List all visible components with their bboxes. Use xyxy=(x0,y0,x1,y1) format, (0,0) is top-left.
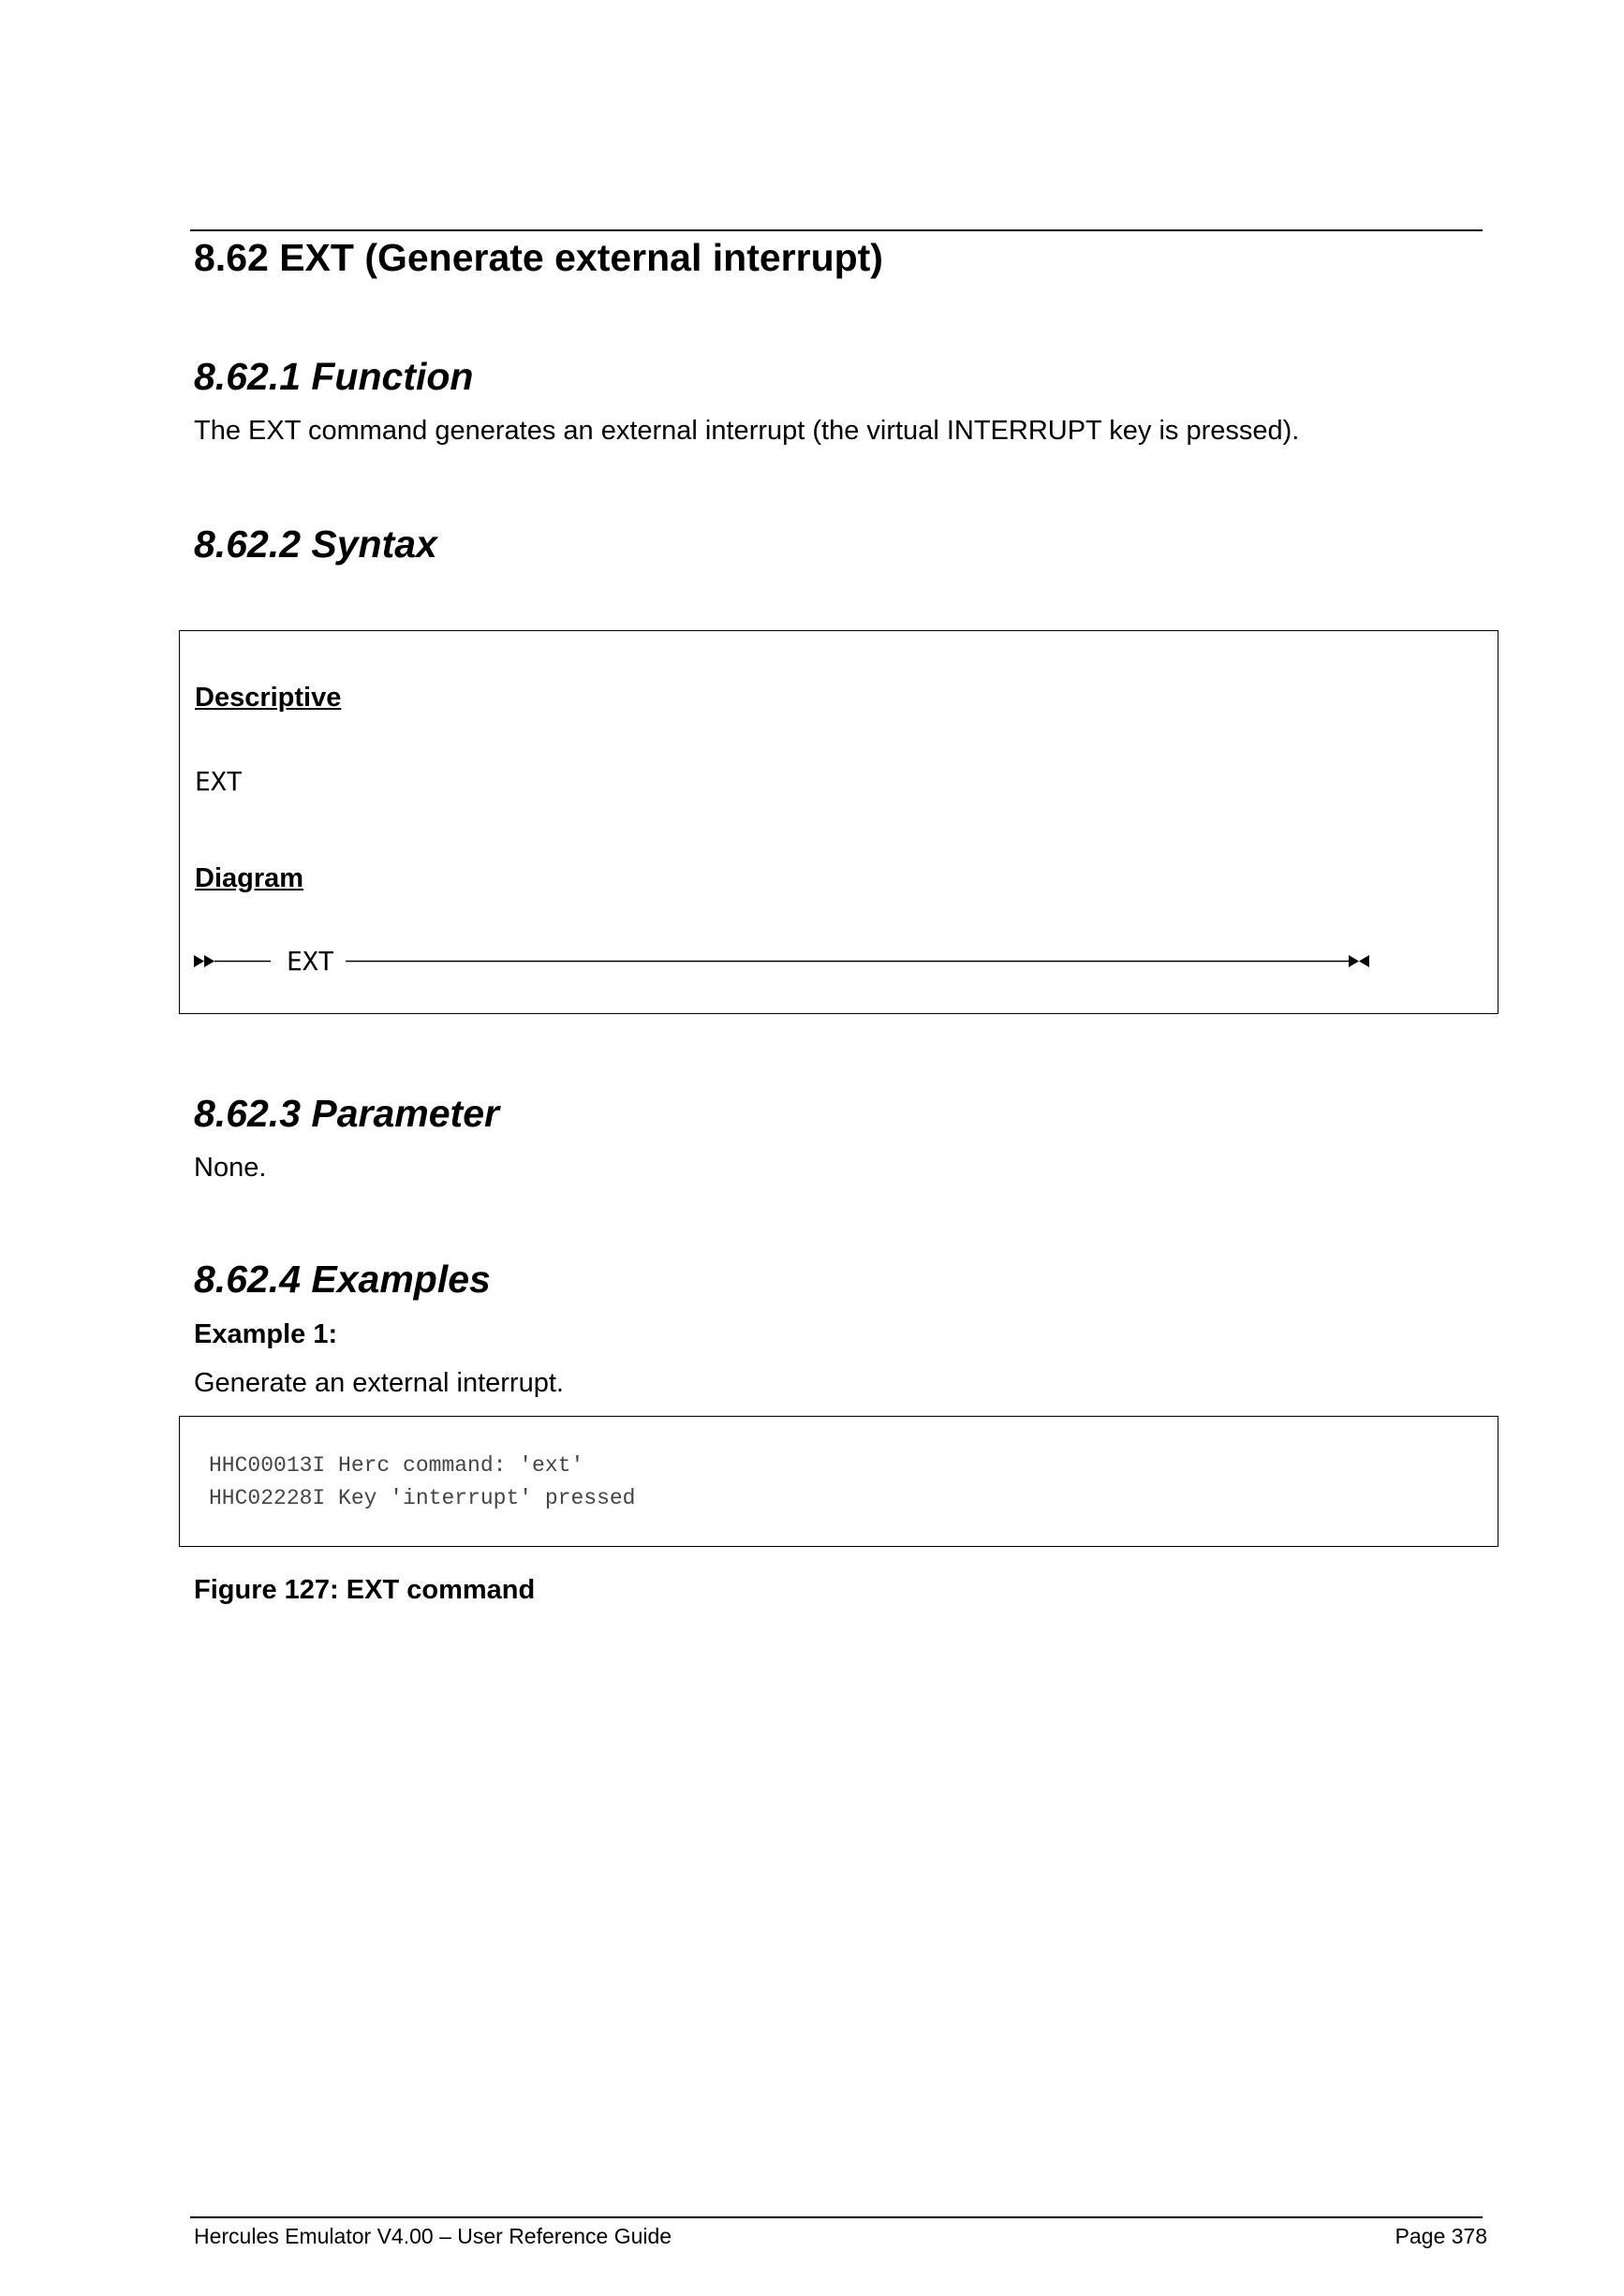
syntax-railroad-diagram xyxy=(194,943,1393,980)
function-text: The EXT command generates an external interrupt (the virtual INTERRUPT key is pressed). xyxy=(194,416,1300,446)
code-line: HHC00013I Herc command: 'ext' xyxy=(209,1453,584,1478)
parameter-heading: 8.62.3 Parameter xyxy=(194,1092,499,1135)
descriptive-label: Descriptive xyxy=(195,683,342,713)
descriptive-value: EXT xyxy=(195,766,243,797)
code-line: HHC02228I Key 'interrupt' pressed xyxy=(209,1486,636,1510)
function-heading: 8.62.1 Function xyxy=(194,355,474,398)
section-title: 8.62 EXT (Generate external interrupt) xyxy=(194,236,883,279)
rail-end-arrow-right xyxy=(1349,955,1359,967)
rail-start-arrow-1 xyxy=(194,955,204,967)
examples-heading: 8.62.4 Examples xyxy=(194,1258,491,1301)
example-text: Generate an external interrupt. xyxy=(194,1368,564,1398)
example-label: Example 1: xyxy=(194,1319,338,1349)
footer-rule xyxy=(190,2216,1483,2218)
code-output-box xyxy=(179,1416,1499,1547)
footer-page-number: Page 378 xyxy=(1395,2224,1487,2248)
rail-end-arrow-left xyxy=(1359,955,1369,967)
syntax-heading: 8.62.2 Syntax xyxy=(194,522,437,566)
parameter-text: None. xyxy=(194,1153,267,1183)
footer-title: Hercules Emulator V4.00 – User Reference Guide xyxy=(194,2224,672,2248)
figure-caption: Figure 127: EXT command xyxy=(194,1575,536,1605)
rail-start-arrow-2 xyxy=(204,955,214,967)
diagram-label: Diagram xyxy=(195,863,304,893)
rail-keyword: EXT xyxy=(287,946,334,977)
